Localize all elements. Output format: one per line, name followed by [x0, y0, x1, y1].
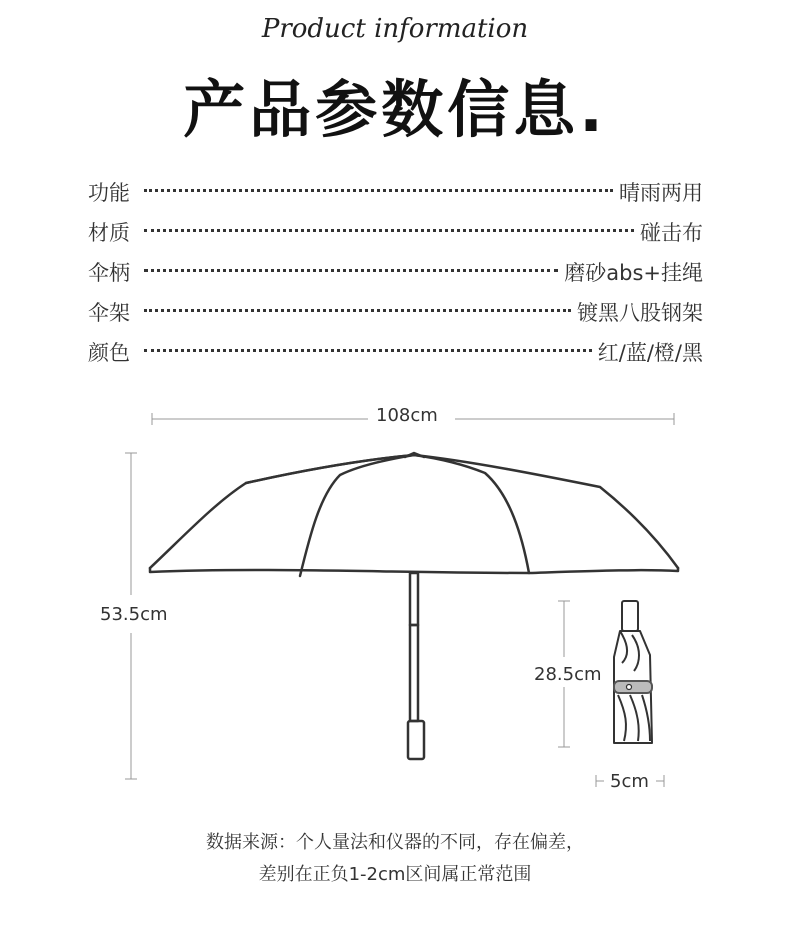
- spec-row-material: [88, 212, 703, 252]
- footnote-line-2: 差别在正负1-2cm区间属正常范围: [258, 864, 532, 885]
- spec-row-frame: [88, 292, 703, 332]
- dotted-leader: [144, 309, 571, 312]
- spec-value: 镀黑八股钢架: [577, 301, 703, 325]
- spec-value: 磨砂abs+挂绳: [564, 261, 703, 285]
- spec-label: 功能: [88, 181, 130, 205]
- spec-value: 碰击布: [640, 221, 703, 245]
- spec-row-handle: [88, 252, 703, 292]
- dotted-leader: [144, 349, 592, 352]
- umbrella-drawing: [0, 395, 790, 805]
- footnote-line-1: 数据来源：个人量法和仪器的不同，存在偏差，: [206, 832, 584, 853]
- umbrella-diagram: [0, 395, 790, 805]
- spec-row-color: [88, 332, 703, 372]
- open-width-label: 108cm: [376, 405, 438, 426]
- spec-value: 红/蓝/橙/黑: [597, 341, 703, 365]
- spec-list: [88, 172, 703, 372]
- spec-value: 晴雨两用: [619, 181, 703, 205]
- spec-row-function: [88, 172, 703, 212]
- open-height-label: 53.5cm: [100, 604, 168, 625]
- spec-label: 材质: [88, 221, 130, 245]
- spec-label: 颜色: [88, 341, 130, 365]
- folded-length-label: 28.5cm: [534, 664, 602, 685]
- page-title: 产品参数信息.: [183, 73, 607, 146]
- folded-umbrella-icon: [614, 601, 652, 743]
- spec-label: 伞柄: [88, 261, 130, 285]
- dotted-leader: [144, 189, 613, 192]
- dotted-leader: [144, 269, 558, 272]
- dotted-leader: [144, 229, 634, 232]
- spec-label: 伞架: [88, 301, 130, 325]
- folded-width-label: 5cm: [610, 771, 649, 792]
- subtitle: Product information: [261, 14, 529, 44]
- open-umbrella-icon: [150, 453, 678, 759]
